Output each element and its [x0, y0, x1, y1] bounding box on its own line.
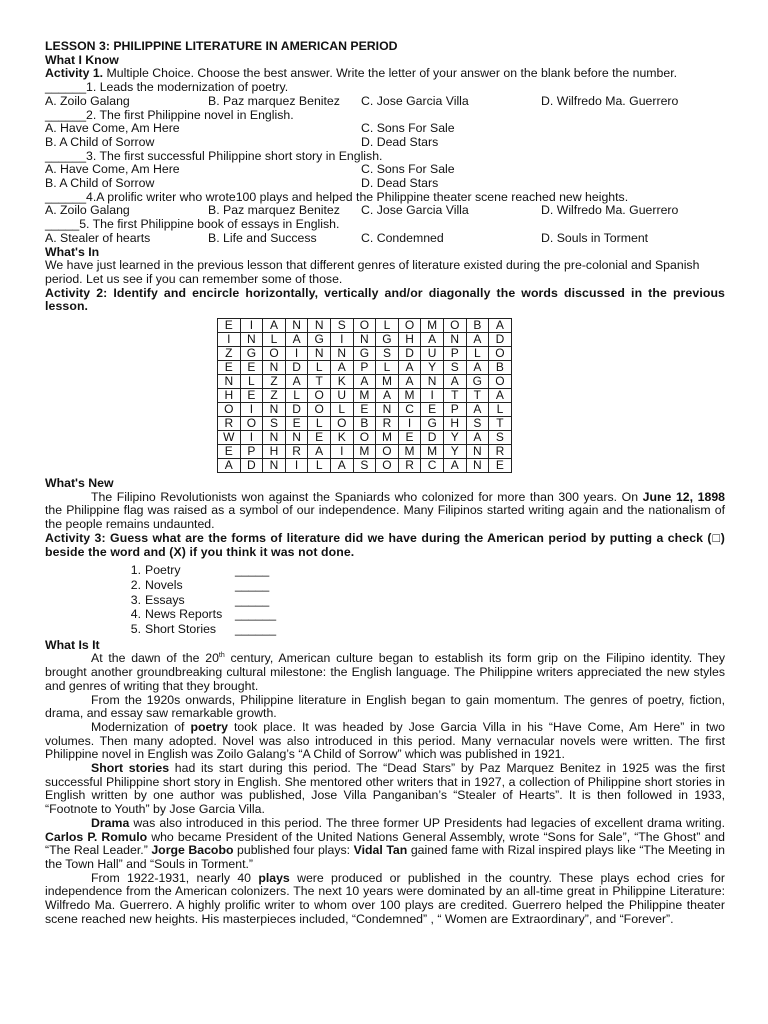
p1-text-b: century, American culture began to establish its form grip on the Filipino identity. They brought another groundbreaking cultural milestone: the English language. The Philippine writers appreciated the new styles and genres of writing that they brought. — [45, 651, 725, 693]
grid-letter[interactable]: E — [218, 319, 241, 333]
grid-letter[interactable]: O — [398, 319, 421, 333]
grid-letter[interactable]: N — [443, 333, 466, 347]
grid-letter[interactable]: L — [489, 403, 512, 417]
grid-letter[interactable]: N — [308, 347, 331, 361]
grid-letter[interactable]: R — [218, 417, 241, 431]
activity-1-instructions — [45, 67, 725, 81]
grid-letter[interactable]: I — [240, 319, 263, 333]
grid-letter[interactable]: N — [421, 375, 444, 389]
lesson-title: LESSON 3: PHILIPPINE LITERATURE IN AMERICAN PERIOD — [45, 39, 398, 53]
answer-choice: D. Dead Stars — [361, 176, 439, 191]
grid-letter[interactable]: H — [263, 445, 286, 459]
question-text: 4.A prolific writer who wrote100 plays and helped the Philippine theater scene reached new heights. — [86, 189, 629, 204]
activity-1-text: Multiple Choice. Choose the best answer. Write the letter of your answer on the blank before the number. — [103, 66, 678, 81]
question-stem — [45, 218, 725, 232]
grid-letter[interactable]: O — [443, 319, 466, 333]
literature-forms-list — [123, 563, 725, 636]
grid-letter[interactable]: L — [466, 347, 489, 361]
grid-letter[interactable]: I — [285, 459, 308, 473]
grid-letter[interactable]: Y — [421, 361, 444, 375]
item-number: 4. — [130, 607, 141, 622]
answer-choice: C. Jose Garcia Villa — [361, 93, 469, 108]
grid-letter[interactable]: G — [466, 375, 489, 389]
grid-letter[interactable]: B — [466, 319, 489, 333]
grid-letter[interactable]: A — [489, 389, 512, 403]
what-is-it-p3 — [45, 721, 725, 762]
grid-row — [218, 375, 512, 389]
whats-new-paragraph — [45, 491, 725, 532]
grid-letter[interactable]: E — [308, 431, 331, 445]
grid-letter[interactable]: M — [376, 375, 399, 389]
what-is-it-p6 — [45, 872, 725, 927]
grid-letter[interactable]: P — [353, 361, 376, 375]
grid-letter[interactable]: H — [218, 389, 241, 403]
grid-letter[interactable]: P — [443, 347, 466, 361]
grid-letter[interactable]: I — [240, 431, 263, 445]
grid-letter[interactable]: A — [330, 361, 353, 375]
grid-letter[interactable]: A — [330, 459, 353, 473]
grid-letter[interactable]: O — [308, 389, 331, 403]
grid-row — [218, 459, 512, 473]
grid-letter[interactable]: A — [466, 431, 489, 445]
grid-letter[interactable]: L — [308, 417, 331, 431]
question-stem — [45, 191, 725, 205]
grid-letter[interactable]: Z — [263, 389, 286, 403]
grid-letter[interactable]: M — [376, 431, 399, 445]
literature-form-item — [123, 607, 725, 622]
grid-letter[interactable]: S — [376, 347, 399, 361]
grid-letter[interactable]: N — [466, 445, 489, 459]
grid-row — [218, 445, 512, 459]
grid-letter[interactable]: U — [421, 347, 444, 361]
grid-letter[interactable]: A — [443, 375, 466, 389]
choices-row — [45, 136, 725, 150]
answer-choice: B. A Child of Sorrow — [45, 134, 155, 149]
question-stem — [45, 81, 725, 95]
answer-choice: C. Condemned — [361, 230, 444, 245]
grid-letter[interactable]: I — [330, 445, 353, 459]
answer-blank[interactable]: _____ — [235, 577, 270, 592]
grid-letter[interactable]: M — [353, 445, 376, 459]
question-text: 2. The first Philippine novel in English. — [86, 107, 294, 122]
grid-letter[interactable]: T — [443, 389, 466, 403]
grid-letter[interactable]: I — [398, 417, 421, 431]
answer-choice: D. Wilfredo Ma. Guerrero — [541, 203, 679, 218]
grid-letter[interactable]: N — [240, 333, 263, 347]
grid-letter[interactable]: E — [353, 403, 376, 417]
grid-letter[interactable]: O — [218, 403, 241, 417]
answer-choice: A. Have Come, Am Here — [45, 121, 180, 136]
answer-blank[interactable]: _____ — [235, 592, 270, 607]
literature-form-item — [123, 578, 725, 593]
grid-letter[interactable]: G — [308, 333, 331, 347]
grid-letter[interactable]: H — [398, 333, 421, 347]
grid-letter[interactable]: I — [285, 347, 308, 361]
grid-letter[interactable]: E — [240, 361, 263, 375]
grid-letter[interactable]: S — [466, 417, 489, 431]
grid-letter[interactable]: L — [376, 319, 399, 333]
grid-letter[interactable]: R — [376, 417, 399, 431]
grid-letter[interactable]: G — [353, 347, 376, 361]
choices-row — [45, 122, 725, 136]
answer-blank[interactable]: ______ — [45, 189, 87, 204]
grid-letter[interactable]: K — [330, 431, 353, 445]
what-is-it-p5 — [45, 817, 725, 872]
grid-letter[interactable]: P — [443, 403, 466, 417]
item-number: 2. — [130, 577, 141, 592]
answer-choice: D. Wilfredo Ma. Guerrero — [541, 93, 679, 108]
literature-form-item — [123, 593, 725, 608]
grid-letter[interactable]: T — [466, 389, 489, 403]
grid-letter[interactable]: N — [330, 347, 353, 361]
grid-letter[interactable]: R — [285, 445, 308, 459]
answer-choice: C. Jose Garcia Villa — [361, 203, 469, 218]
question-text: 3. The first successful Philippine short story in English. — [86, 148, 383, 163]
what-is-it-heading: What Is It — [45, 637, 100, 652]
grid-letter[interactable]: I — [330, 333, 353, 347]
grid-letter[interactable]: M — [398, 389, 421, 403]
grid-row — [218, 403, 512, 417]
grid-letter[interactable]: W — [218, 431, 241, 445]
answer-blank[interactable]: _____ — [235, 563, 270, 578]
p6-text-a: From 1922-1931, nearly 40 — [91, 870, 259, 885]
grid-letter[interactable]: N — [218, 375, 241, 389]
independence-date: June 12, 1898 — [642, 489, 725, 504]
answer-choice: B. A Child of Sorrow — [45, 176, 155, 191]
plays-term: plays — [258, 870, 290, 885]
grid-letter[interactable]: Y — [443, 445, 466, 459]
grid-letter[interactable]: M — [421, 319, 444, 333]
grid-letter[interactable]: E — [489, 459, 512, 473]
grid-row — [218, 389, 512, 403]
item-number: 5. — [130, 622, 141, 637]
what-is-it-p1 — [45, 652, 725, 693]
activity-2-instructions: Activity 2: Identify and encircle horizontally, vertically and/or diagonally the words discussed in the previous lesson. — [45, 285, 725, 314]
p6-text-c: were produced or published in the country. These plays echod cries for independence from the American colonizers. The next 10 years were dominated by an all-time great in Philippine Literature: Wilfredo Ma. Guerrero. A highly prolific writer to whom over 100 plays are credited. Guerrero helped the Philippine theater scene reached new heights. His masterpieces included, “Condemned” , “ Women are Extraordinary”, and “Forever”. — [45, 870, 725, 926]
grid-letter[interactable]: E — [421, 403, 444, 417]
item-label: Novels — [145, 577, 183, 592]
grid-letter[interactable]: E — [285, 417, 308, 431]
answer-blank[interactable]: _____ — [45, 217, 80, 232]
question-text: 1. Leads the modernization of poetry. — [86, 80, 289, 95]
answer-choice: A. Have Come, Am Here — [45, 162, 180, 177]
grid-letter[interactable]: R — [398, 459, 421, 473]
choices-row — [45, 204, 725, 218]
grid-letter[interactable]: Z — [218, 347, 241, 361]
grid-letter[interactable]: O — [489, 347, 512, 361]
answer-choice: A. Zoilo Galang — [45, 93, 130, 108]
grid-letter[interactable]: E — [218, 445, 241, 459]
activity-1-label: Activity 1. — [45, 66, 104, 81]
word-search-grid — [217, 318, 512, 473]
item-label: News Reports — [145, 607, 223, 622]
grid-letter[interactable]: O — [376, 459, 399, 473]
p5-text-f: published four plays: — [233, 843, 354, 858]
item-number: 3. — [130, 592, 141, 607]
grid-letter[interactable]: I — [240, 403, 263, 417]
grid-letter[interactable]: G — [421, 417, 444, 431]
grid-row — [218, 333, 512, 347]
grid-letter[interactable]: U — [330, 389, 353, 403]
grid-letter[interactable]: Y — [443, 431, 466, 445]
whats-new-text-a: The Filipino Revolutionists won against the Spaniards who colonized for more than 300 years. On — [91, 489, 643, 504]
grid-letter[interactable]: L — [330, 403, 353, 417]
grid-letter[interactable]: S — [489, 431, 512, 445]
grid-letter[interactable]: A — [285, 333, 308, 347]
answer-choice: A. Stealer of hearts — [45, 230, 151, 245]
question-stem — [45, 150, 725, 164]
tan-name: Vidal Tan — [353, 843, 408, 858]
choices-row — [45, 163, 725, 177]
whats-in-text: We have just learned in the previous lesson that different genres of literature existed during the pre-colonial and Spanish period. Let us see if you can remember some of those. — [45, 258, 700, 286]
answer-blank[interactable]: ______ — [45, 80, 87, 95]
answer-blank[interactable]: ______ — [235, 607, 277, 622]
item-label: Poetry — [145, 563, 181, 578]
answer-choice: A. Zoilo Galang — [45, 203, 130, 218]
answer-choice: D. Dead Stars — [361, 134, 439, 149]
grid-letter[interactable]: N — [466, 459, 489, 473]
grid-letter[interactable]: M — [353, 389, 376, 403]
grid-letter[interactable]: E — [240, 389, 263, 403]
grid-letter[interactable]: A — [376, 389, 399, 403]
grid-letter[interactable]: L — [376, 361, 399, 375]
grid-letter[interactable]: O — [353, 431, 376, 445]
grid-letter[interactable]: A — [398, 375, 421, 389]
grid-letter[interactable]: O — [489, 375, 512, 389]
answer-choice: B. Paz marquez Benitez — [208, 93, 340, 108]
p5-text-b: was also introduced in this period. The three former UP Presidents had legacies of excellent drama writing. — [129, 815, 725, 830]
grid-letter[interactable]: D — [421, 431, 444, 445]
p5-text-d: who became President of the United Nations General Assembly, wrote “Sons for Sale”, “The Ghost” and “The Real Leader.” — [45, 829, 725, 858]
grid-letter[interactable]: R — [489, 445, 512, 459]
what-is-it-p2: From the 1920s onwards, Philippine literature in English began to gain momentum. The genres of poetry, fiction, drama, and essay saw remarkable growth. — [45, 692, 725, 721]
grid-letter[interactable]: N — [263, 403, 286, 417]
grid-row — [218, 319, 512, 333]
grid-letter[interactable]: A — [466, 333, 489, 347]
grid-letter[interactable]: N — [263, 361, 286, 375]
grid-letter[interactable]: I — [421, 389, 444, 403]
grid-letter[interactable]: A — [308, 445, 331, 459]
item-label: Short Stories — [145, 622, 217, 637]
answer-blank[interactable]: ______ — [235, 622, 277, 637]
answer-choice: C. Sons For Sale — [361, 162, 455, 177]
grid-letter[interactable]: A — [263, 319, 286, 333]
grid-letter[interactable]: N — [353, 333, 376, 347]
answer-choice: D. Souls in Torment — [541, 230, 649, 245]
grid-letter[interactable]: A — [466, 403, 489, 417]
grid-letter[interactable]: T — [308, 375, 331, 389]
grid-letter[interactable]: O — [263, 347, 286, 361]
grid-letter[interactable]: A — [443, 459, 466, 473]
grid-letter[interactable]: N — [285, 319, 308, 333]
p5-text-h: gained fame with Rizal inspired plays like “The Meeting in the Town Hall” and “Souls in Torment.” — [45, 843, 726, 871]
question-stem — [45, 109, 725, 123]
grid-letter[interactable]: E — [398, 431, 421, 445]
worksheet-page — [45, 40, 725, 926]
answer-choice: B. Paz marquez Benitez — [208, 203, 340, 218]
grid-letter[interactable]: O — [330, 417, 353, 431]
what-i-know-heading: What I Know — [45, 52, 119, 67]
item-number: 1. — [130, 563, 141, 578]
grid-letter[interactable]: P — [240, 445, 263, 459]
grid-letter[interactable]: A — [218, 459, 241, 473]
grid-letter[interactable]: O — [353, 319, 376, 333]
grid-letter[interactable]: L — [308, 459, 331, 473]
grid-letter[interactable]: Z — [263, 375, 286, 389]
grid-row — [218, 347, 512, 361]
question-text: 5. The first Philippine book of essays in English. — [79, 217, 340, 232]
answer-choice: B. Life and Success — [208, 230, 317, 245]
choices-row — [45, 177, 725, 191]
grid-letter[interactable]: N — [376, 403, 399, 417]
grid-letter[interactable]: S — [443, 361, 466, 375]
choices-row — [45, 232, 725, 246]
grid-letter[interactable]: A — [466, 361, 489, 375]
grid-letter[interactable]: B — [489, 361, 512, 375]
literature-form-item — [123, 622, 725, 637]
grid-letter[interactable]: M — [398, 445, 421, 459]
grid-letter[interactable]: M — [421, 445, 444, 459]
grid-letter[interactable]: L — [263, 333, 286, 347]
grid-letter[interactable]: B — [353, 417, 376, 431]
short-stories-term: Short stories — [91, 761, 170, 776]
p3-text-c: took place. It was headed by Jose Garcia Villa in his “Have Come, Am Here” in two volumes. Then many adopted. Novel was also introduced in this period. Many vernacular novels were written. The first Philippine novel in English was Zoilo Galang’s “A Child of Sorrow” which was published in 1921. — [45, 719, 725, 762]
grid-letter[interactable]: C — [398, 403, 421, 417]
grid-letter[interactable]: N — [263, 459, 286, 473]
item-label: Essays — [145, 592, 185, 607]
literature-form-item — [123, 563, 725, 578]
drama-term: Drama — [91, 815, 130, 830]
grid-row — [218, 417, 512, 431]
answer-blank[interactable]: ______ — [45, 148, 87, 163]
grid-letter[interactable]: D — [398, 347, 421, 361]
grid-letter[interactable]: T — [489, 417, 512, 431]
grid-letter[interactable]: S — [263, 417, 286, 431]
grid-letter[interactable]: L — [240, 375, 263, 389]
grid-row — [218, 431, 512, 445]
p1-text-a: At the dawn of the 20 — [91, 651, 219, 666]
grid-letter[interactable]: H — [443, 417, 466, 431]
grid-letter[interactable]: O — [240, 417, 263, 431]
grid-letter[interactable]: N — [285, 431, 308, 445]
grid-letter[interactable]: D — [285, 403, 308, 417]
grid-letter[interactable]: N — [263, 431, 286, 445]
multiple-choice-questions — [45, 81, 725, 245]
choices-row — [45, 95, 725, 109]
grid-letter[interactable]: C — [421, 459, 444, 473]
grid-letter[interactable]: D — [489, 333, 512, 347]
grid-letter[interactable]: A — [285, 375, 308, 389]
grid-letter[interactable]: A — [398, 361, 421, 375]
ordinal-suffix: th — [218, 652, 225, 660]
grid-letter[interactable]: N — [308, 319, 331, 333]
whats-new-text-b: the Philippine flag was raised as a symbol of our independence. Many Filipinos started writing again and the nationalism of the people remains undaunted. — [45, 503, 725, 532]
grid-letter[interactable]: L — [308, 361, 331, 375]
grid-row — [218, 361, 512, 375]
grid-letter[interactable]: D — [240, 459, 263, 473]
grid-letter[interactable]: E — [218, 361, 241, 375]
p4-text-b: had its start during this period. The “Dead Stars” by Paz Marquez Benitez in 1925 was the first successful Philippine short story in English. She mentored other writers that in 1927, a collection of Philippine short stories in English written by one author was published, Jose Villa Panganiban’s “Stealer of Hearts”. It is then followed in 1933, “Footnote to Youth” by Jose Garcia Villa. — [45, 761, 725, 817]
bacobo-name: Jorge Bacobo — [151, 843, 234, 858]
grid-letter[interactable]: A — [353, 375, 376, 389]
grid-letter[interactable]: G — [240, 347, 263, 361]
grid-letter[interactable]: L — [285, 389, 308, 403]
grid-letter[interactable]: I — [218, 333, 241, 347]
poetry-term: poetry — [190, 719, 229, 734]
grid-letter[interactable]: K — [330, 375, 353, 389]
p3-text-a: Modernization of — [91, 719, 191, 734]
grid-letter[interactable]: A — [489, 319, 512, 333]
answer-blank[interactable]: ______ — [45, 107, 87, 122]
activity-3-instructions: Activity 3: Guess what are the forms of literature did we have during the American period by putting a check (□) beside the word and (X) if you think it was not done. — [45, 530, 725, 559]
answer-choice: C. Sons For Sale — [361, 121, 455, 136]
grid-letter[interactable]: O — [376, 445, 399, 459]
grid-letter[interactable]: G — [376, 333, 399, 347]
grid-letter[interactable]: S — [330, 319, 353, 333]
grid-letter[interactable]: S — [353, 459, 376, 473]
what-is-it-p4 — [45, 762, 725, 817]
grid-letter[interactable]: D — [285, 361, 308, 375]
romulo-name: Carlos P. Romulo — [45, 829, 148, 844]
whats-new-heading: What's New — [45, 476, 114, 491]
whats-in-heading: What's In — [45, 244, 100, 259]
grid-letter[interactable]: O — [308, 403, 331, 417]
grid-letter[interactable]: A — [421, 333, 444, 347]
